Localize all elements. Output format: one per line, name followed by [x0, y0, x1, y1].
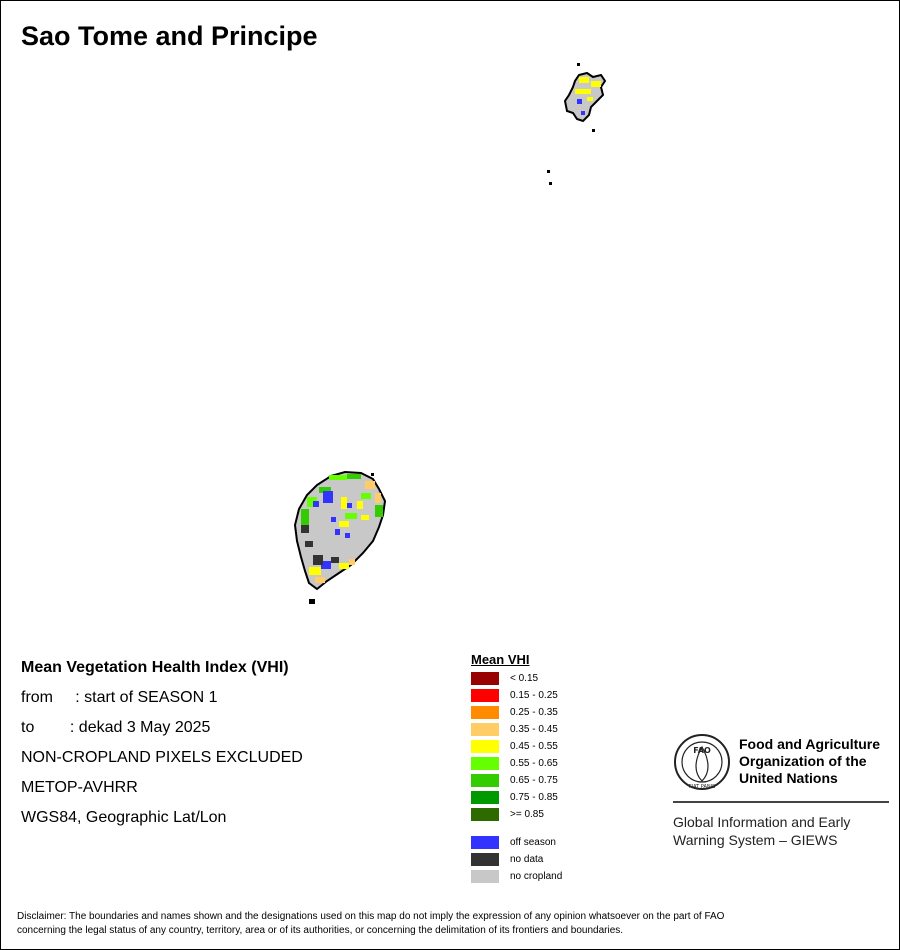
disclaimer-line: concerning the legal status of any country, territory, area or of its authorities, or concerning the delimitation of its frontiers and boundaries. — [17, 925, 624, 936]
vhi-pixel — [365, 481, 375, 489]
fao-emblem-icon — [673, 733, 731, 791]
disclaimer — [17, 910, 887, 938]
legend-label: off season — [510, 837, 556, 848]
vhi-pixel — [347, 474, 361, 479]
vhi-pixel — [335, 529, 340, 535]
islet — [371, 473, 374, 476]
giews-line: Global Information and Early — [673, 814, 851, 830]
info-period-to: to : dekad 3 May 2025 — [21, 719, 211, 736]
org-line: Food and Agriculture — [739, 736, 881, 752]
vhi-pixel — [329, 475, 347, 480]
principe-pixel — [575, 89, 591, 94]
legend-swatch — [471, 774, 499, 787]
emblem-motto: FIAT PANIS — [688, 784, 716, 790]
principe-pixel — [579, 77, 589, 83]
disclaimer-line: Disclaimer: The boundaries and names shown and the designations used on this map do not imply the expression of any opinion whatsoever on the part of FAO — [17, 911, 725, 922]
vhi-pixel — [347, 503, 352, 508]
org-line: United Nations — [739, 770, 838, 786]
legend-swatch — [471, 706, 499, 719]
vhi-pixel — [361, 493, 371, 499]
legend-swatch — [471, 870, 499, 883]
legend-label: 0.35 - 0.45 — [510, 724, 558, 735]
vhi-pixel — [339, 521, 349, 527]
legend-label: no cropland — [510, 871, 563, 882]
vhi-pixel — [345, 533, 350, 538]
vhi-pixel — [361, 515, 369, 520]
vhi-pixel — [305, 541, 313, 547]
legend-swatch — [471, 672, 499, 685]
logo-divider — [673, 801, 889, 803]
vhi-pixel — [301, 525, 309, 533]
map-canvas — [1, 1, 899, 641]
legend-label: < 0.15 — [510, 673, 539, 684]
info-mask-note: NON-CROPLAND PIXELS EXCLUDED — [21, 749, 303, 766]
islet — [549, 182, 552, 185]
legend-label: 0.65 - 0.75 — [510, 775, 558, 786]
principe-island — [547, 63, 605, 185]
islet — [547, 170, 550, 173]
principe-pixel — [581, 111, 585, 115]
legend-label: >= 0.85 — [510, 809, 544, 820]
legend-label: no data — [510, 854, 544, 865]
vhi-pixel — [341, 497, 347, 509]
principe-pixel — [577, 99, 582, 104]
legend-swatch — [471, 740, 499, 753]
legend-swatch — [471, 791, 499, 804]
vhi-pixel — [339, 563, 349, 569]
legend-title: Mean VHI — [471, 652, 530, 667]
giews-name — [673, 813, 889, 849]
islet — [577, 63, 580, 66]
vhi-pixel — [349, 559, 355, 565]
info-index-name: Mean Vegetation Health Index (VHI) — [21, 659, 289, 676]
legend-label: 0.15 - 0.25 — [510, 690, 558, 701]
map-title: Sao Tome and Principe — [21, 21, 318, 51]
legend — [471, 652, 563, 882]
legend-label: 0.45 - 0.55 — [510, 741, 558, 752]
vhi-pixel — [375, 505, 383, 517]
legend-swatch — [471, 808, 499, 821]
vhi-pixel — [357, 501, 363, 509]
vhi-pixel — [309, 567, 321, 575]
emblem-letters: FAO — [693, 746, 711, 755]
legend-label: 0.55 - 0.65 — [510, 758, 558, 769]
legend-swatch — [471, 836, 499, 849]
giews-line: Warning System – GIEWS — [673, 832, 838, 848]
info-period-from: from : start of SEASON 1 — [21, 689, 218, 706]
vhi-pixel — [331, 557, 339, 563]
legend-label: 0.25 - 0.35 — [510, 707, 558, 718]
principe-pixel — [587, 97, 593, 101]
sao-tome-island — [295, 472, 385, 604]
vhi-pixel — [345, 513, 357, 519]
legend-swatch — [471, 757, 499, 770]
info-projection: WGS84, Geographic Lat/Lon — [21, 809, 227, 826]
vhi-pixel — [313, 555, 323, 565]
islet — [592, 129, 595, 132]
legend-swatch — [471, 723, 499, 736]
vhi-pixel — [313, 501, 319, 507]
org-line: Organization of the — [739, 753, 867, 769]
principe-pixel — [591, 81, 601, 87]
legend-swatch — [471, 853, 499, 866]
vhi-pixel — [323, 491, 333, 503]
legend-swatch — [471, 689, 499, 702]
vhi-pixel — [331, 517, 336, 522]
map-info — [21, 657, 303, 837]
fao-org-name — [739, 736, 889, 787]
legend-label: 0.75 - 0.85 — [510, 792, 558, 803]
vhi-pixel — [301, 509, 309, 525]
info-sensor: METOP-AVHRR — [21, 779, 138, 796]
vhi-pixel — [375, 493, 381, 503]
islet — [309, 599, 315, 604]
vhi-pixel — [315, 577, 325, 583]
